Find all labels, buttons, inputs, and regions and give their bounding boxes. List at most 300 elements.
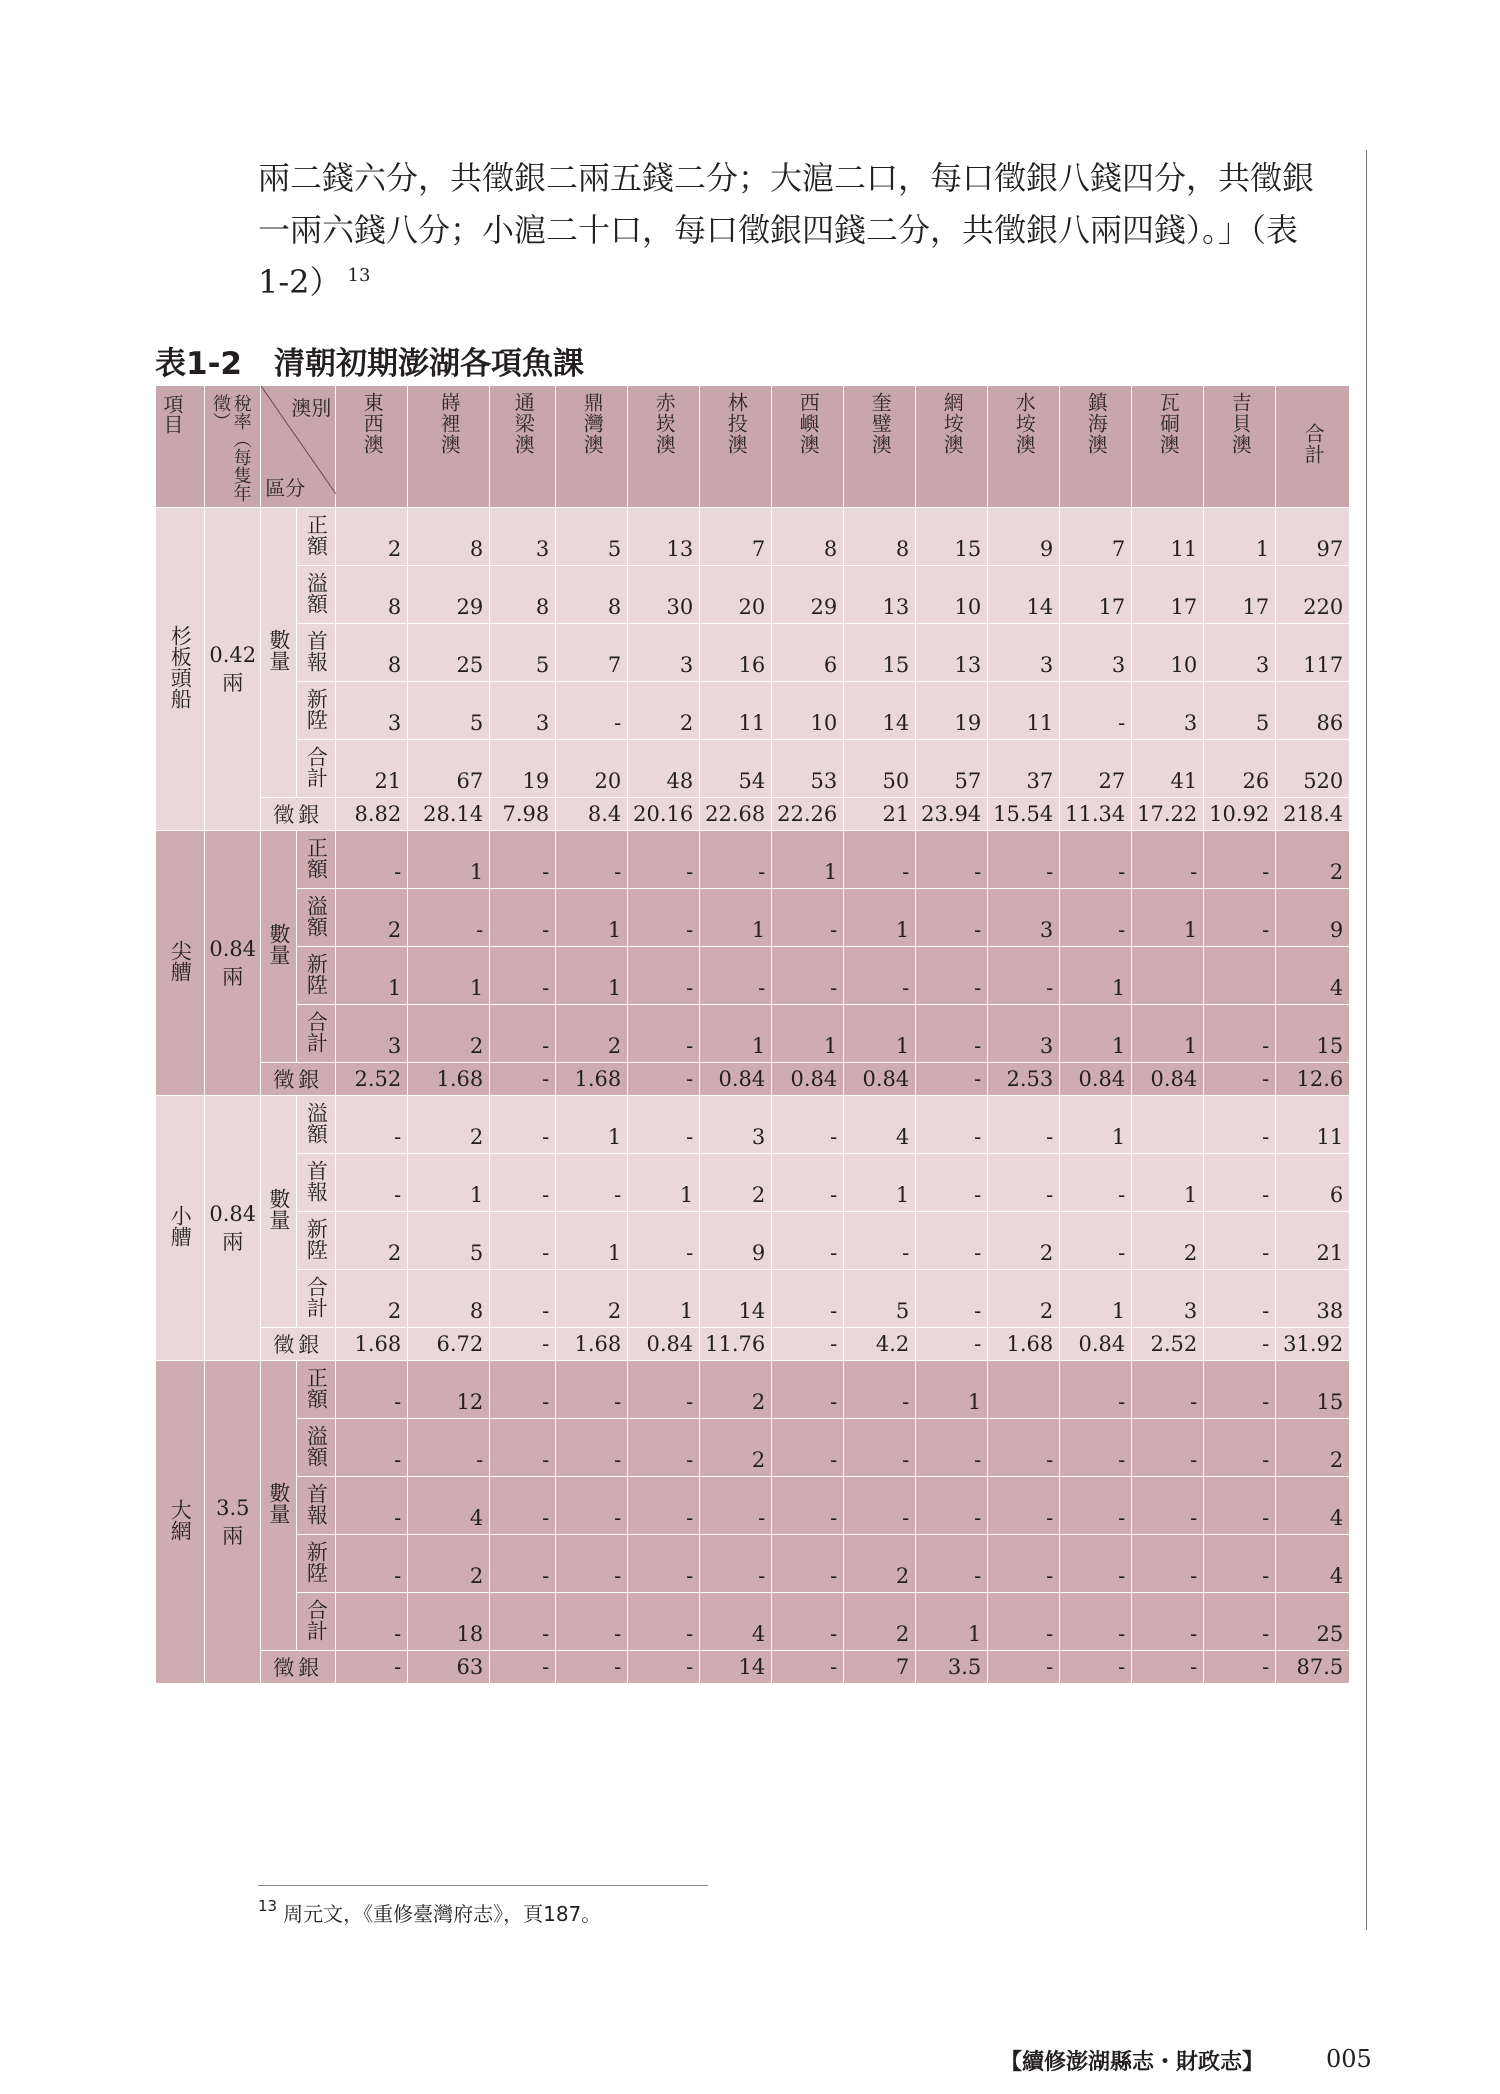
value-cell: - [1060, 1535, 1132, 1593]
value-cell: 8 [556, 566, 628, 624]
value-cell: - [1060, 1212, 1132, 1270]
silver-value: 0.84 [1060, 1063, 1132, 1096]
value-cell: - [1204, 1005, 1276, 1063]
value-cell: - [916, 947, 988, 1005]
value-cell: 2 [628, 682, 700, 740]
value-cell: 2 [408, 1535, 490, 1593]
value-cell: - [336, 1361, 408, 1419]
value-cell: - [700, 947, 772, 1005]
value-cell: 1 [772, 1005, 844, 1063]
footnote [258, 1898, 601, 1927]
value-cell: - [916, 1005, 988, 1063]
value-cell: 26 [1204, 740, 1276, 798]
value-cell: - [844, 1361, 916, 1419]
header-area-division [261, 386, 336, 508]
value-cell: 1 [1060, 1270, 1132, 1328]
value-cell: - [336, 1419, 408, 1477]
table-row [156, 508, 1350, 566]
silver-value: 11.76 [700, 1328, 772, 1361]
value-cell: 2 [408, 1096, 490, 1154]
header-rate: 稅率（每隻年徵） [205, 386, 261, 508]
table-row [156, 947, 1350, 1005]
value-cell: - [772, 1477, 844, 1535]
silver-value: 17.22 [1132, 798, 1204, 831]
page-number: 005 [1326, 2045, 1372, 2073]
value-cell: 5 [408, 1212, 490, 1270]
header-total: 合計 [1276, 386, 1350, 508]
value-cell: 1 [1132, 1005, 1204, 1063]
value-cell: - [1204, 1535, 1276, 1593]
value-cell: - [336, 1535, 408, 1593]
row-total-cell: 4 [1276, 1477, 1350, 1535]
value-cell: 29 [408, 566, 490, 624]
value-cell: - [1204, 1154, 1276, 1212]
silver-value: 3.5 [916, 1651, 988, 1684]
value-cell: - [336, 831, 408, 889]
value-cell: 4 [844, 1096, 916, 1154]
value-cell: - [556, 1154, 628, 1212]
silver-value: - [916, 1328, 988, 1361]
value-cell: 9 [988, 508, 1060, 566]
value-cell: 7 [1060, 508, 1132, 566]
value-cell: 1 [1132, 889, 1204, 947]
sub-category: 合計 [297, 1270, 336, 1328]
value-cell: - [490, 1419, 556, 1477]
margin-rule [1366, 150, 1367, 1930]
value-cell: 1 [1060, 947, 1132, 1005]
value-cell: 18 [408, 1593, 490, 1651]
value-cell: - [628, 947, 700, 1005]
sub-category: 首報 [297, 624, 336, 682]
value-cell: - [556, 1535, 628, 1593]
value-cell: 2 [700, 1154, 772, 1212]
row-total-cell: 2 [1276, 831, 1350, 889]
silver-value: 22.68 [700, 798, 772, 831]
value-cell: - [844, 1477, 916, 1535]
value-cell: 7 [700, 508, 772, 566]
table-row [156, 1419, 1350, 1477]
value-cell: 17 [1060, 566, 1132, 624]
value-cell: 17 [1204, 566, 1276, 624]
value-cell: 16 [700, 624, 772, 682]
value-cell: - [556, 1477, 628, 1535]
value-cell: - [556, 1419, 628, 1477]
sub-category: 新陞 [297, 947, 336, 1005]
value-cell: 3 [628, 624, 700, 682]
value-cell: 57 [916, 740, 988, 798]
header-ao: 東西澳 [336, 386, 408, 508]
value-cell: 13 [844, 566, 916, 624]
value-cell: - [336, 1477, 408, 1535]
value-cell: - [916, 1270, 988, 1328]
silver-value: 0.84 [1132, 1063, 1204, 1096]
value-cell: - [988, 1477, 1060, 1535]
silver-row [156, 1328, 1350, 1361]
value-cell: - [916, 831, 988, 889]
value-cell: 10 [1132, 624, 1204, 682]
tax-rate: 0.84 兩 [205, 1096, 261, 1361]
value-cell: 2 [988, 1270, 1060, 1328]
value-cell: - [988, 1419, 1060, 1477]
value-cell: 54 [700, 740, 772, 798]
silver-value: 0.84 [772, 1063, 844, 1096]
value-cell: 5 [408, 682, 490, 740]
value-cell: - [1132, 831, 1204, 889]
value-cell: 19 [916, 682, 988, 740]
value-cell: 2 [556, 1270, 628, 1328]
sub-category: 首報 [297, 1154, 336, 1212]
value-cell: 4 [700, 1593, 772, 1651]
table-row [156, 740, 1350, 798]
silver-value: 0.84 [700, 1063, 772, 1096]
value-cell: 8 [844, 508, 916, 566]
value-cell: - [628, 1535, 700, 1593]
value-cell: 3 [988, 1005, 1060, 1063]
sub-category: 新陞 [297, 1212, 336, 1270]
value-cell: - [408, 1419, 490, 1477]
value-cell: 3 [490, 508, 556, 566]
silver-value: 2.52 [336, 1063, 408, 1096]
silver-value: 15.54 [988, 798, 1060, 831]
value-cell: - [916, 1535, 988, 1593]
silver-value: - [490, 1651, 556, 1684]
value-cell: 41 [1132, 740, 1204, 798]
row-total-cell: 15 [1276, 1005, 1350, 1063]
value-cell: - [490, 1270, 556, 1328]
sub-category: 溢額 [297, 1096, 336, 1154]
value-cell: 2 [336, 889, 408, 947]
quantity-label: 數量 [261, 831, 297, 1063]
silver-label: 徵銀 [261, 1328, 336, 1361]
value-cell: 20 [556, 740, 628, 798]
row-total-cell: 117 [1276, 624, 1350, 682]
value-cell: 17 [1132, 566, 1204, 624]
silver-value: 20.16 [628, 798, 700, 831]
silver-value: 1.68 [556, 1328, 628, 1361]
row-total-cell: 25 [1276, 1593, 1350, 1651]
silver-value: - [1204, 1328, 1276, 1361]
value-cell: - [408, 889, 490, 947]
value-cell: 1 [628, 1154, 700, 1212]
value-cell: 8 [408, 508, 490, 566]
silver-value: - [1204, 1063, 1276, 1096]
value-cell: 9 [700, 1212, 772, 1270]
footnote-ref: 13 [347, 265, 371, 286]
value-cell: 13 [916, 624, 988, 682]
table-row [156, 624, 1350, 682]
value-cell: 14 [844, 682, 916, 740]
silver-row [156, 798, 1350, 831]
header-ao: 林投澳 [700, 386, 772, 508]
value-cell: 3 [988, 624, 1060, 682]
value-cell: 29 [772, 566, 844, 624]
sub-category: 正額 [297, 831, 336, 889]
value-cell: 30 [628, 566, 700, 624]
silver-value: - [1060, 1651, 1132, 1684]
value-cell: - [772, 1535, 844, 1593]
value-cell: 1 [844, 889, 916, 947]
value-cell: - [772, 1212, 844, 1270]
value-cell: - [628, 1593, 700, 1651]
value-cell: - [490, 947, 556, 1005]
value-cell: - [916, 1419, 988, 1477]
value-cell: 27 [1060, 740, 1132, 798]
value-cell: 6 [772, 624, 844, 682]
value-cell: 11 [1132, 508, 1204, 566]
silver-value: 11.34 [1060, 798, 1132, 831]
value-cell: - [628, 1005, 700, 1063]
value-cell: - [988, 1096, 1060, 1154]
value-cell: - [628, 1419, 700, 1477]
footnote-number: 13 [258, 1897, 278, 1916]
tax-rate: 0.84 兩 [205, 831, 261, 1096]
value-cell [1132, 1096, 1204, 1154]
silver-value: - [772, 1651, 844, 1684]
value-cell: 2 [336, 1212, 408, 1270]
value-cell: - [556, 1361, 628, 1419]
value-cell: 5 [844, 1270, 916, 1328]
value-cell: 15 [916, 508, 988, 566]
value-cell: - [1204, 1361, 1276, 1419]
table-row [156, 1270, 1350, 1328]
value-cell: - [772, 947, 844, 1005]
header-item: 項目 [156, 386, 205, 508]
value-cell: - [844, 1419, 916, 1477]
value-cell: - [1132, 1361, 1204, 1419]
row-total-cell: 220 [1276, 566, 1350, 624]
value-cell: 1 [1132, 1154, 1204, 1212]
value-cell: 3 [1132, 682, 1204, 740]
value-cell: 48 [628, 740, 700, 798]
value-cell: 50 [844, 740, 916, 798]
value-cell [988, 1361, 1060, 1419]
header-ao: 網垵澳 [916, 386, 988, 508]
row-total-cell: 520 [1276, 740, 1350, 798]
header-ao: 鎮海澳 [1060, 386, 1132, 508]
value-cell: - [490, 1096, 556, 1154]
silver-value: 28.14 [408, 798, 490, 831]
value-cell: - [988, 1593, 1060, 1651]
value-cell: - [1060, 682, 1132, 740]
value-cell: 1 [408, 947, 490, 1005]
value-cell: - [490, 1535, 556, 1593]
value-cell: - [844, 1212, 916, 1270]
value-cell: 20 [700, 566, 772, 624]
value-cell: - [844, 947, 916, 1005]
sub-category: 溢額 [297, 889, 336, 947]
value-cell: 1 [1060, 1096, 1132, 1154]
table-row [156, 1005, 1350, 1063]
value-cell: - [772, 889, 844, 947]
row-total-cell: 11 [1276, 1096, 1350, 1154]
silver-value: 0.84 [844, 1063, 916, 1096]
item-name: 大網 [156, 1361, 205, 1684]
value-cell: 11 [700, 682, 772, 740]
value-cell: - [336, 1096, 408, 1154]
value-cell: - [490, 1593, 556, 1651]
value-cell: 3 [1204, 624, 1276, 682]
value-cell: - [988, 1154, 1060, 1212]
value-cell: 2 [700, 1419, 772, 1477]
fish-tax-table [155, 385, 1350, 1684]
silver-value: 1.68 [988, 1328, 1060, 1361]
value-cell: - [490, 1477, 556, 1535]
value-cell: - [988, 1535, 1060, 1593]
value-cell: - [628, 1096, 700, 1154]
paragraph-line: 兩二錢六分，共徵銀二兩五錢二分；大滬二口，每口徵銀八錢四分，共徵銀 [258, 159, 1315, 197]
item-name: 尖艚 [156, 831, 205, 1096]
table-row [156, 1096, 1350, 1154]
table-caption [155, 338, 584, 383]
value-cell: 1 [628, 1270, 700, 1328]
value-cell: - [336, 1593, 408, 1651]
silver-value: - [916, 1063, 988, 1096]
table-header-row [156, 386, 1350, 508]
value-cell: - [700, 1535, 772, 1593]
value-cell: - [1132, 1593, 1204, 1651]
value-cell: 2 [844, 1593, 916, 1651]
silver-value: - [336, 1651, 408, 1684]
header-area: 澳別 [291, 396, 332, 420]
silver-value: - [628, 1063, 700, 1096]
silver-value: 21 [844, 798, 916, 831]
table-row [156, 1361, 1350, 1419]
value-cell: 14 [988, 566, 1060, 624]
value-cell: 3 [490, 682, 556, 740]
silver-value: - [988, 1651, 1060, 1684]
value-cell: 21 [336, 740, 408, 798]
sub-category: 新陞 [297, 1535, 336, 1593]
header-ao: 通梁澳 [490, 386, 556, 508]
footnote-text: 周元文，《重修臺灣府志》，頁187。 [283, 1902, 602, 1926]
value-cell: 15 [844, 624, 916, 682]
sub-category: 首報 [297, 1477, 336, 1535]
value-cell: 1 [1060, 1005, 1132, 1063]
value-cell: - [490, 1154, 556, 1212]
value-cell: - [336, 1154, 408, 1212]
value-cell: 1 [556, 1096, 628, 1154]
sub-category: 正額 [297, 1361, 336, 1419]
value-cell: 53 [772, 740, 844, 798]
value-cell: 5 [490, 624, 556, 682]
value-cell: 2 [988, 1212, 1060, 1270]
silver-value: - [556, 1651, 628, 1684]
value-cell: - [1132, 1535, 1204, 1593]
row-total-cell: 4 [1276, 947, 1350, 1005]
value-cell: - [700, 1477, 772, 1535]
table-row [156, 1593, 1350, 1651]
value-cell: - [628, 1477, 700, 1535]
value-cell: - [1060, 1361, 1132, 1419]
sub-category: 正額 [297, 508, 336, 566]
header-ao: 鼎灣澳 [556, 386, 628, 508]
sub-category: 合計 [297, 1593, 336, 1651]
value-cell: - [556, 1593, 628, 1651]
row-total-cell: 2 [1276, 1419, 1350, 1477]
value-cell: - [772, 1096, 844, 1154]
header-ao: 奎璧澳 [844, 386, 916, 508]
value-cell: 2 [408, 1005, 490, 1063]
value-cell: 8 [336, 566, 408, 624]
value-cell: - [1060, 1419, 1132, 1477]
body-paragraph [258, 152, 1348, 308]
value-cell: 5 [556, 508, 628, 566]
value-cell: 7 [556, 624, 628, 682]
silver-value: - [1132, 1651, 1204, 1684]
value-cell: 1 [1204, 508, 1276, 566]
value-cell: - [1204, 1212, 1276, 1270]
row-total-cell: 38 [1276, 1270, 1350, 1328]
tax-rate: 3.5 兩 [205, 1361, 261, 1684]
value-cell: - [916, 889, 988, 947]
value-cell: - [772, 1270, 844, 1328]
silver-value: 4.2 [844, 1328, 916, 1361]
value-cell: - [988, 831, 1060, 889]
value-cell: 10 [772, 682, 844, 740]
value-cell: 1 [916, 1361, 988, 1419]
value-cell: - [1060, 1154, 1132, 1212]
silver-value: 22.26 [772, 798, 844, 831]
value-cell: 2 [336, 1270, 408, 1328]
value-cell: - [490, 889, 556, 947]
silver-value: 1.68 [336, 1328, 408, 1361]
value-cell: - [1060, 831, 1132, 889]
silver-value: 0.84 [628, 1328, 700, 1361]
value-cell: - [1060, 889, 1132, 947]
header-division: 區分 [265, 476, 306, 500]
value-cell: 2 [1132, 1212, 1204, 1270]
value-cell: - [772, 1593, 844, 1651]
value-cell: - [628, 1361, 700, 1419]
value-cell: 12 [408, 1361, 490, 1419]
quantity-label: 數量 [261, 1361, 297, 1651]
value-cell: - [1204, 1270, 1276, 1328]
silver-value: 63 [408, 1651, 490, 1684]
silver-value: 87.5 [1276, 1651, 1350, 1684]
value-cell: - [1060, 1593, 1132, 1651]
value-cell: 2 [844, 1535, 916, 1593]
silver-value: 12.6 [1276, 1063, 1350, 1096]
sub-category: 溢額 [297, 566, 336, 624]
value-cell: 3 [336, 682, 408, 740]
table-row [156, 1535, 1350, 1593]
value-cell: 13 [628, 508, 700, 566]
silver-value: 7 [844, 1651, 916, 1684]
value-cell: - [772, 1419, 844, 1477]
value-cell: 3 [1132, 1270, 1204, 1328]
value-cell: - [916, 1477, 988, 1535]
value-cell: 3 [336, 1005, 408, 1063]
value-cell: 3 [988, 889, 1060, 947]
value-cell: 3 [1060, 624, 1132, 682]
silver-value: - [772, 1328, 844, 1361]
value-cell: 37 [988, 740, 1060, 798]
table-row [156, 566, 1350, 624]
value-cell: - [1204, 1419, 1276, 1477]
value-cell: - [556, 682, 628, 740]
value-cell: - [1132, 1477, 1204, 1535]
value-cell: 1 [700, 889, 772, 947]
table-row [156, 1477, 1350, 1535]
table-row [156, 831, 1350, 889]
row-total-cell: 21 [1276, 1212, 1350, 1270]
silver-value: 1.68 [556, 1063, 628, 1096]
silver-label: 徵銀 [261, 1063, 336, 1096]
value-cell: - [916, 1154, 988, 1212]
silver-value: - [490, 1328, 556, 1361]
value-cell: 8 [336, 624, 408, 682]
row-total-cell: 6 [1276, 1154, 1350, 1212]
